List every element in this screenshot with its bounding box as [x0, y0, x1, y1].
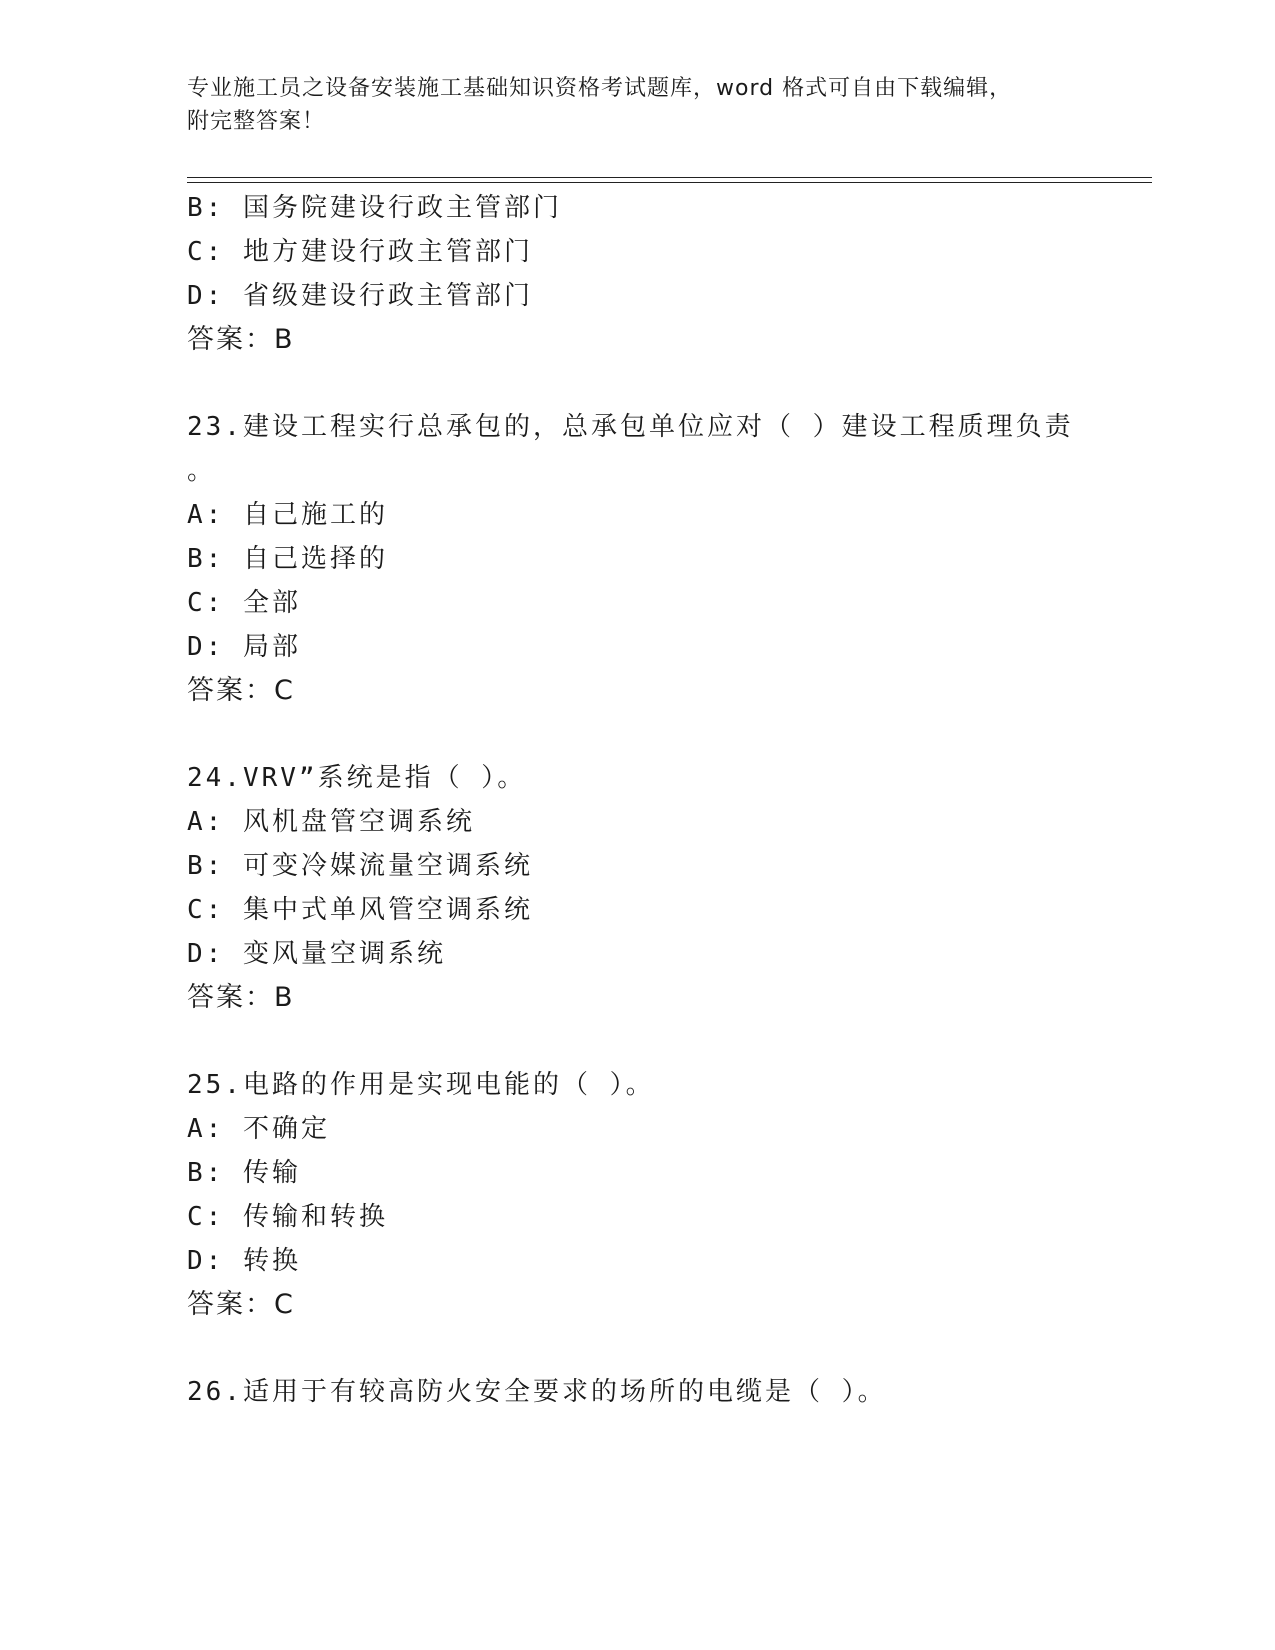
q23-question-cont: 。 — [187, 456, 217, 486]
q25-option-d: D: 转换 — [187, 1246, 301, 1276]
q23-option-d: D: 局部 — [187, 632, 301, 662]
q25-question: 25.电路的作用是实现电能的（ ）。 — [187, 1070, 655, 1100]
q22-option-d: D: 省级建设行政主管部门 — [187, 281, 533, 311]
q25-option-a: A: 不确定 — [187, 1114, 330, 1144]
q22-answer: 答案：B — [187, 324, 295, 355]
q25-option-c: C: 传输和转换 — [187, 1202, 388, 1232]
q25-option-b: B: 传输 — [187, 1158, 301, 1188]
q23-question: 23.建设工程实行总承包的，总承包单位应对（ ）建设工程质理负责 — [187, 412, 1074, 442]
q26-question: 26.适用于有较高防火安全要求的场所的电缆是（ ）。 — [187, 1377, 887, 1407]
q24-answer: 答案：B — [187, 982, 295, 1013]
q22-option-c: C: 地方建设行政主管部门 — [187, 237, 533, 267]
q23-option-a: A: 自己施工的 — [187, 500, 388, 530]
header-divider-bottom — [187, 182, 1152, 183]
q24-option-b: B: 可变冷媒流量空调系统 — [187, 851, 533, 881]
q25-answer: 答案：C — [187, 1289, 295, 1320]
header-divider-top — [187, 177, 1152, 178]
q23-option-c: C: 全部 — [187, 588, 301, 618]
q22-option-b: B: 国务院建设行政主管部门 — [187, 193, 562, 223]
q23-answer: 答案：C — [187, 675, 295, 706]
q24-option-c: C: 集中式单风管空调系统 — [187, 895, 533, 925]
q24-question: 24.VRV”系统是指（ ）。 — [187, 763, 527, 793]
document-header — [187, 72, 1087, 138]
q24-option-d: D: 变风量空调系统 — [187, 939, 446, 969]
header-line-2: 附完整答案！ — [187, 109, 326, 134]
header-line-1: 专业施工员之设备安装施工基础知识资格考试题库，word 格式可自由下载编辑， — [187, 76, 1013, 101]
q24-option-a: A: 风机盘管空调系统 — [187, 807, 475, 837]
q23-option-b: B: 自己选择的 — [187, 544, 388, 574]
